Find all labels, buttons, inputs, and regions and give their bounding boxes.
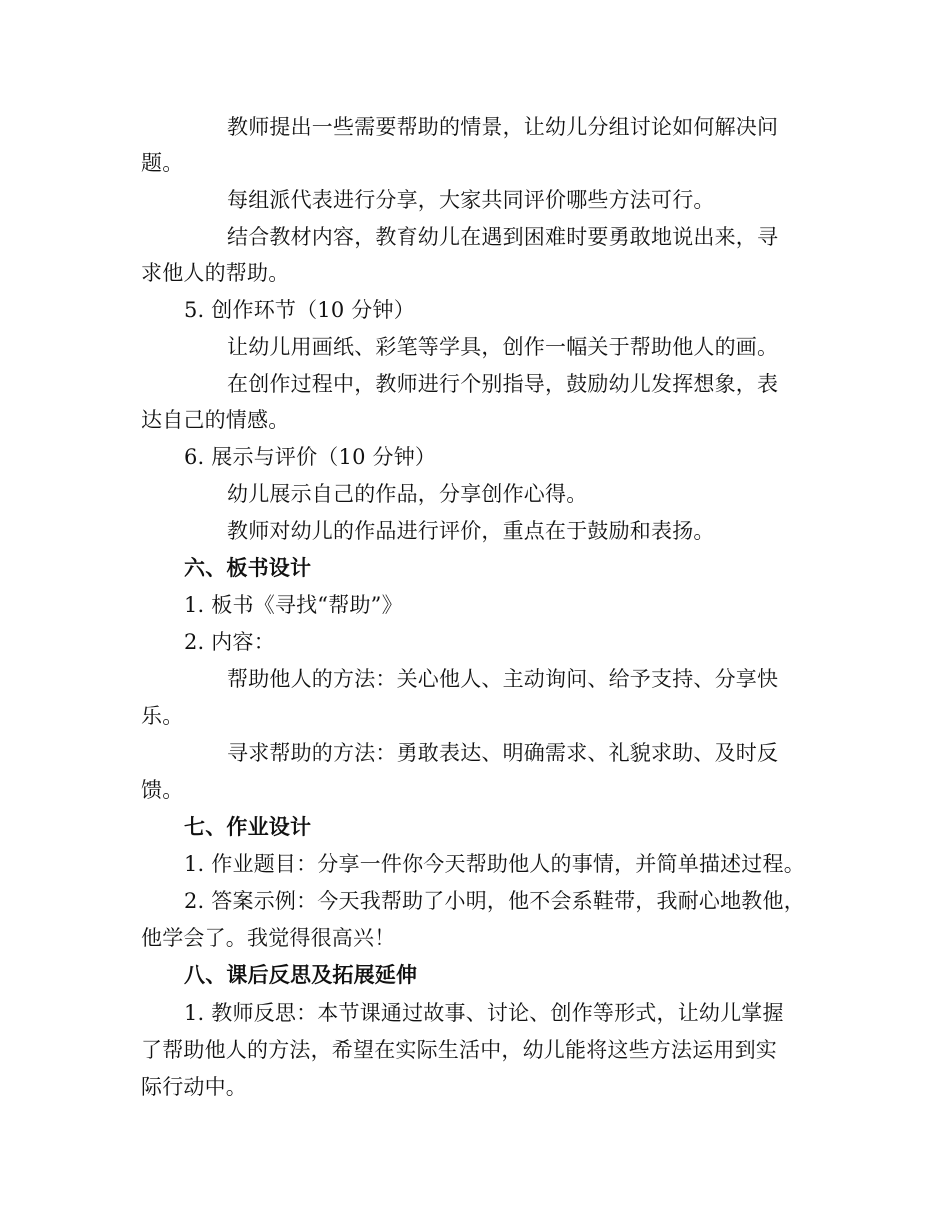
paragraph-line: 际行动中。 xyxy=(141,1075,247,1099)
paragraph-line: 馈。 xyxy=(141,778,184,802)
paragraph-line: 帮助他人的方法：关心他人、主动询问、给予支持、分享快 xyxy=(227,667,779,691)
section-heading: 八、课后反思及拓展延伸 xyxy=(184,963,418,987)
list-item: 5. 创作环节（10 分钟） xyxy=(184,298,415,322)
paragraph-line: 每组派代表进行分享，大家共同评价哪些方法可行。 xyxy=(227,188,715,212)
paragraph-line: 教师提出一些需要帮助的情景，让幼儿分组讨论如何解决问 xyxy=(227,115,779,139)
paragraph-line: 他学会了。我觉得很高兴！ xyxy=(141,926,396,950)
paragraph-line: 寻求帮助的方法：勇敢表达、明确需求、礼貌求助、及时反 xyxy=(227,741,779,765)
paragraph-line: 教师对幼儿的作品进行评价，重点在于鼓励和表扬。 xyxy=(227,519,715,543)
paragraph-line: 让幼儿用画纸、彩笔等学具，创作一幅关于帮助他人的画。 xyxy=(227,335,779,359)
list-item: 1. 教师反思：本节课通过故事、讨论、创作等形式，让幼儿掌握 xyxy=(184,1001,784,1025)
list-item: 6. 展示与评价（10 分钟） xyxy=(184,445,437,469)
section-heading: 七、作业设计 xyxy=(184,815,312,839)
paragraph-line: 题。 xyxy=(141,151,184,175)
paragraph-line: 乐。 xyxy=(141,704,184,728)
paragraph-line: 幼儿展示自己的作品，分享创作心得。 xyxy=(227,482,588,506)
paragraph-line: 求他人的帮助。 xyxy=(141,261,290,285)
list-item: 2. 答案示例：今天我帮助了小明，他不会系鞋带，我耐心地教他， xyxy=(184,889,805,913)
paragraph-line: 了帮助他人的方法，希望在实际生活中，幼儿能将这些方法运用到实 xyxy=(141,1038,777,1062)
list-item: 1. 作业题目：分享一件你今天帮助他人的事情，并简单描述过程。 xyxy=(184,852,805,876)
list-item: 2. 内容： xyxy=(184,630,275,654)
paragraph-line: 达自己的情感。 xyxy=(141,408,290,432)
list-item: 1. 板书《寻找“帮助”》 xyxy=(184,593,403,617)
paragraph-line: 在创作过程中，教师进行个别指导，鼓励幼儿发挥想象，表 xyxy=(227,372,779,396)
section-heading: 六、板书设计 xyxy=(184,556,312,580)
paragraph-line: 结合教材内容，教育幼儿在遇到困难时要勇敢地说出来，寻 xyxy=(227,225,779,249)
